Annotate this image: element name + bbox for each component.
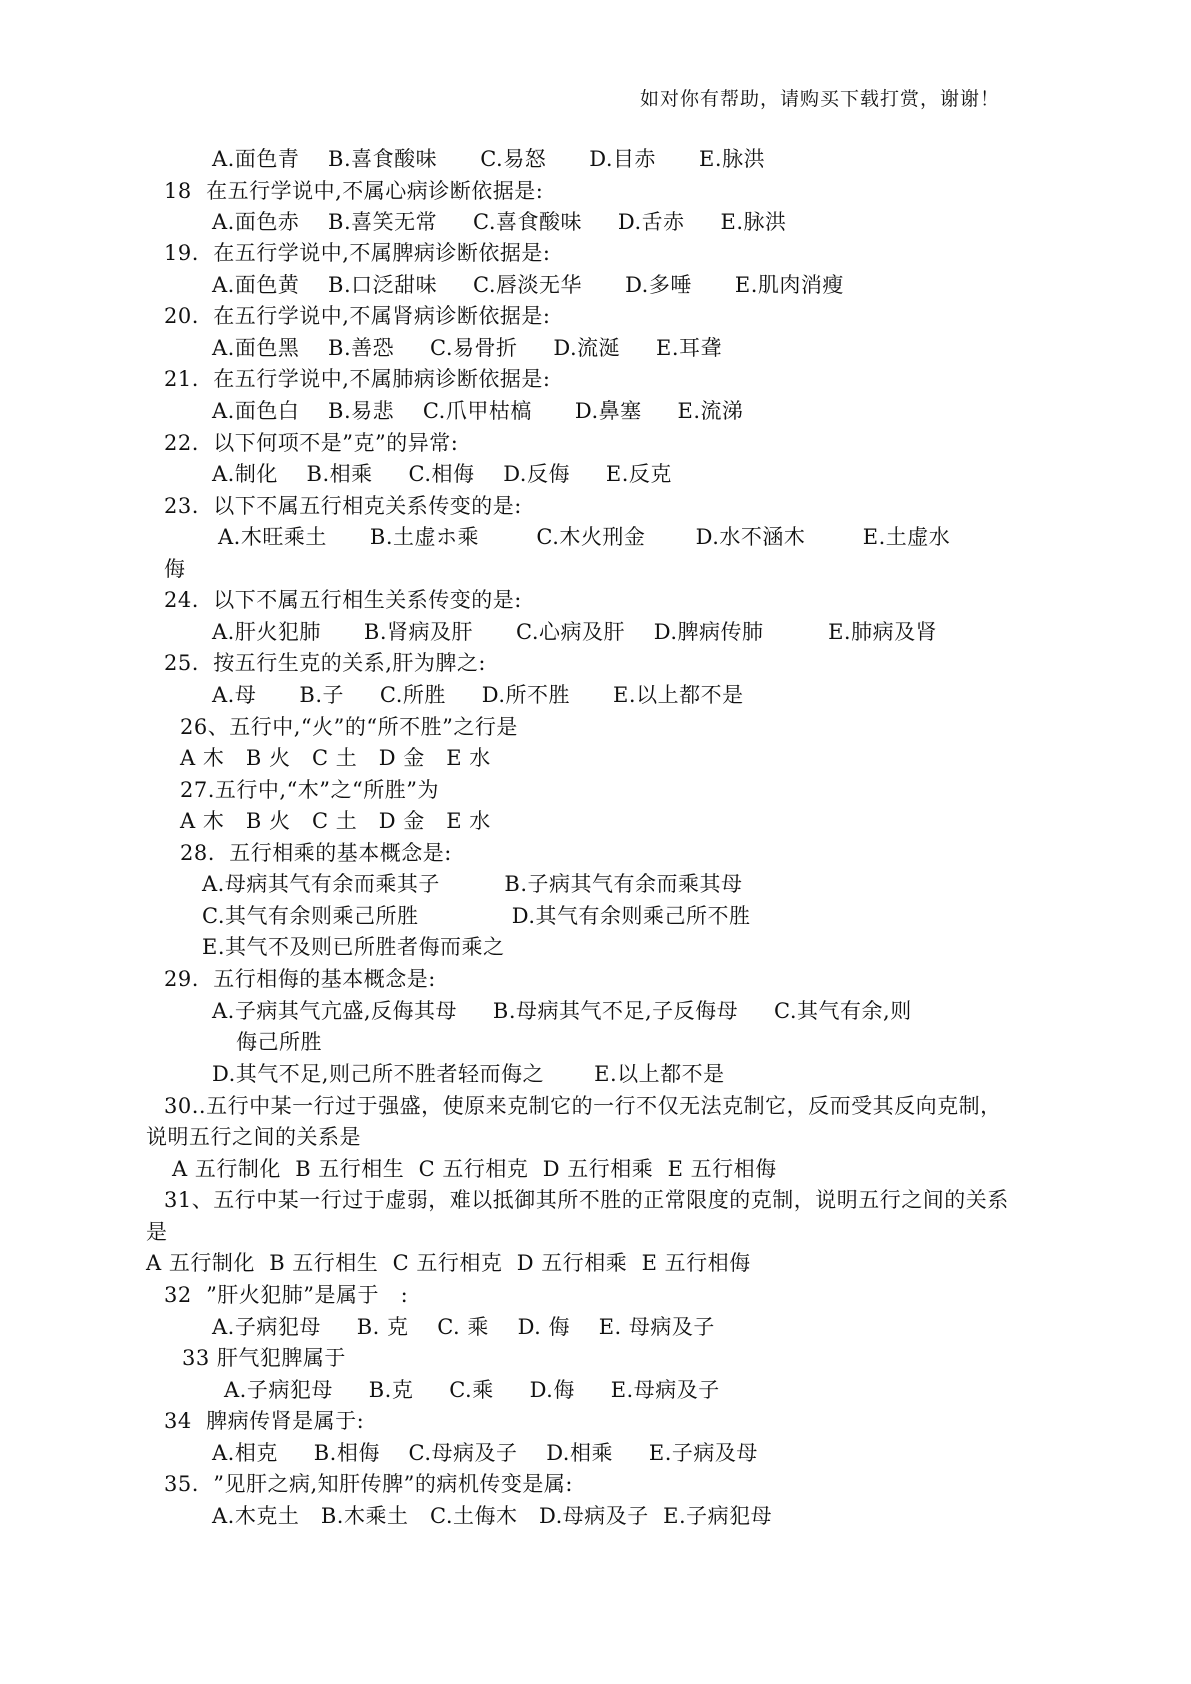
options-line: A.木旺乘土 B.土虚ホ乘 C.木火刑金 D.水不涵木 E.土虚水 — [218, 525, 951, 549]
options-line: A.相克 B.相侮 C.母病及子 D.相乘 E.子病及母 — [212, 1441, 758, 1465]
question-line-continued: 是 — [146, 1220, 168, 1244]
question-line: 26、五行中,“火”的“所不胜”之行是 — [180, 715, 518, 739]
options-line: C.其气有余则乘己所胜 D.其气有余则乘己所不胜 — [202, 904, 751, 928]
options-line: A.制化 B.相乘 C.相侮 D.反侮 E.反克 — [212, 462, 672, 486]
question-line: 35. ”见肝之病,知肝传脾”的病机传变是属: — [164, 1472, 573, 1496]
options-line: A.母 B.子 C.所胜 D.所不胜 E.以上都不是 — [212, 683, 744, 707]
question-line: 32 ”肝火犯肺”是属于 : — [164, 1283, 409, 1307]
question-line: 18 在五行学说中,不属心病诊断依据是: — [164, 179, 544, 203]
options-line: A.面色黄 B.口泛甜味 C.唇淡无华 D.多唾 E.肌肉消瘦 — [212, 273, 844, 297]
options-line: A.面色黑 B.善恐 C.易骨折 D.流涎 E.耳聋 — [212, 336, 723, 360]
question-line-continued: 说明五行之间的关系是 — [146, 1125, 361, 1149]
options-line: A 木 B 火 C 土 D 金 E 水 — [180, 746, 491, 770]
question-line: 29. 五行相侮的基本概念是: — [164, 967, 436, 991]
question-line: 28. 五行相乘的基本概念是: — [180, 841, 452, 865]
question-line: 27.五行中,“木”之“所胜”为 — [180, 778, 440, 802]
question-line: 24. 以下不属五行相生关系传变的是: — [164, 588, 522, 612]
options-line: A 五行制化 B 五行相生 C 五行相克 D 五行相乘 E 五行相侮 — [172, 1157, 777, 1181]
options-line: A.母病其气有余而乘其子 B.子病其气有余而乘其母 — [202, 872, 743, 896]
question-line: 22. 以下何项不是”克”的异常: — [164, 431, 459, 455]
options-line: A.面色白 B.易悲 C.爪甲枯槁 D.鼻塞 E.流涕 — [212, 399, 744, 423]
options-line: A.木克土 B.木乘土 C.土侮木 D.母病及子 E.子病犯母 — [212, 1504, 773, 1528]
question-line: 23. 以下不属五行相克关系传变的是: — [164, 494, 522, 518]
question-line: 20. 在五行学说中,不属肾病诊断依据是: — [164, 304, 551, 328]
options-line-continued: 侮 — [164, 557, 186, 581]
options-line: A.子病犯母 B. 克 C. 乘 D. 侮 E. 母病及子 — [212, 1315, 715, 1339]
question-line: 21. 在五行学说中,不属肺病诊断依据是: — [164, 367, 551, 391]
options-line: A.面色赤 B.喜笑无常 C.喜食酸味 D.舌赤 E.脉洪 — [212, 210, 787, 234]
options-line: A.子病其气亢盛,反侮其母 B.母病其气不足,子反侮母 C.其气有余,则 — [212, 999, 912, 1023]
options-line: A.肝火犯肺 B.肾病及肝 C.心病及肝 D.脾病传肺 E.肺病及肾 — [212, 620, 938, 644]
options-line: A 五行制化 B 五行相生 C 五行相克 D 五行相乘 E 五行相侮 — [146, 1251, 751, 1275]
options-line: A.面色青 B.喜食酸味 C.易怒 D.目赤 E.脉洪 — [212, 147, 766, 171]
question-line: 34 脾病传肾是属于: — [164, 1409, 365, 1433]
question-line: 31、五行中某一行过于虚弱，难以抵御其所不胜的正常限度的克制，说明五行之间的关系 — [164, 1188, 1009, 1212]
options-line: E.其气不及则已所胜者侮而乘之 — [202, 935, 505, 959]
question-line: 33 肝气犯脾属于 — [182, 1346, 346, 1370]
options-line: A 木 B 火 C 土 D 金 E 水 — [180, 809, 491, 833]
options-line: D.其气不足,则己所不胜者轻而侮之 E.以上都不是 — [212, 1062, 725, 1086]
question-line: 25. 按五行生克的关系,肝为脾之: — [164, 651, 486, 675]
question-line: 30..五行中某一行过于强盛，使原来克制它的一行不仅无法克制它，反而受其反向克制， — [164, 1094, 1002, 1118]
options-line-continued: 侮己所胜 — [236, 1030, 322, 1054]
question-line: 19. 在五行学说中,不属脾病诊断依据是: — [164, 241, 551, 265]
options-line: A.子病犯母 B.克 C.乘 D.侮 E.母病及子 — [224, 1378, 720, 1402]
header-note: 如对你有帮助，请购买下载打赏，谢谢！ — [640, 88, 1001, 110]
